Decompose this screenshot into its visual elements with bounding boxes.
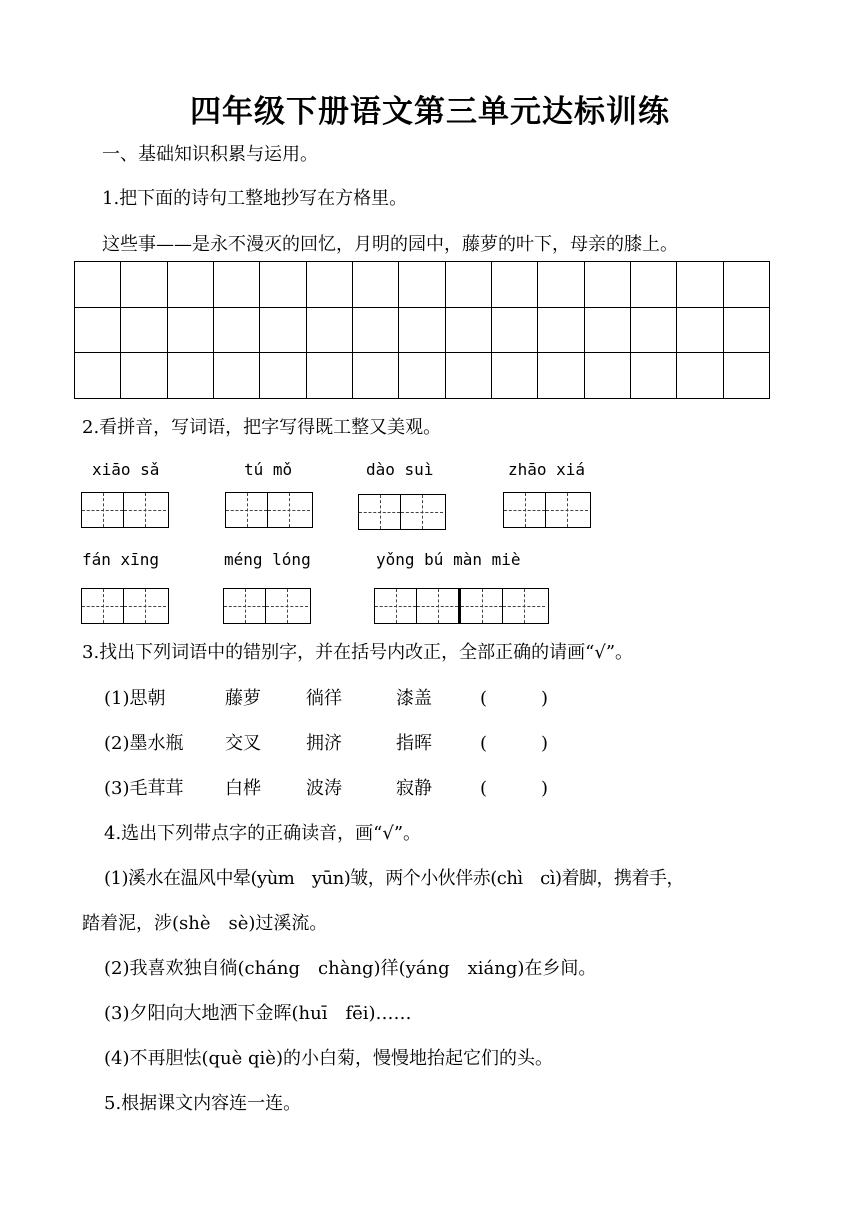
grid-cell[interactable] xyxy=(75,353,121,399)
grid-cell[interactable] xyxy=(167,353,213,399)
tianzige-box[interactable] xyxy=(81,588,169,624)
answer-blank[interactable]: ( ) xyxy=(480,778,549,799)
grid-cell[interactable] xyxy=(399,353,445,399)
q3-word: 波涛 xyxy=(306,778,342,799)
q3-word: (2)墨水瓶 xyxy=(104,733,184,754)
page-title: 四年级下册语文第三单元达标训练 xyxy=(190,94,670,130)
grid-cell[interactable] xyxy=(538,353,584,399)
grid-cell[interactable] xyxy=(260,353,306,399)
grid-cell[interactable] xyxy=(584,353,630,399)
grid-cell[interactable] xyxy=(630,353,676,399)
grid-cell[interactable] xyxy=(260,262,306,308)
q3-word: (3)毛茸茸 xyxy=(104,778,184,799)
grid-cell[interactable] xyxy=(121,353,167,399)
pinyin-label: yǒng bú màn miè xyxy=(376,550,521,569)
pinyin-label: dào suì xyxy=(366,460,434,479)
grid-cell[interactable] xyxy=(260,307,306,353)
grid-cell[interactable] xyxy=(677,262,723,308)
grid-cell[interactable] xyxy=(445,353,491,399)
tianzige-box[interactable] xyxy=(358,494,446,530)
grid-cell[interactable] xyxy=(538,307,584,353)
grid-cell[interactable] xyxy=(75,307,121,353)
q3-word: 寂静 xyxy=(396,778,432,799)
grid-cell[interactable] xyxy=(121,307,167,353)
q4-sentence-4: (4)不再胆怯(què qiè)的小白菊，慢慢地抬起它们的头。 xyxy=(104,1048,553,1069)
q3-word: 指晖 xyxy=(396,733,432,754)
answer-blank[interactable]: ( ) xyxy=(480,733,549,754)
q3-word: 白桦 xyxy=(225,778,261,799)
q3-word: 交叉 xyxy=(225,733,261,754)
q1-poem: 这些事——是永不漫灭的回忆，月明的园中，藤萝的叶下，母亲的膝上。 xyxy=(102,234,678,255)
grid-cell[interactable] xyxy=(538,262,584,308)
grid-cell[interactable] xyxy=(167,307,213,353)
pinyin-label: zhāo xiá xyxy=(508,460,586,479)
grid-cell[interactable] xyxy=(491,353,537,399)
tianzige-box[interactable] xyxy=(81,492,169,528)
tianzige-box[interactable] xyxy=(374,588,549,624)
grid-cell[interactable] xyxy=(399,307,445,353)
section-heading: 一、基础知识积累与运用。 xyxy=(102,144,318,165)
grid-cell[interactable] xyxy=(445,307,491,353)
pinyin-label: méng lóng xyxy=(224,550,311,569)
grid-cell[interactable] xyxy=(352,353,398,399)
q5-instruction: 5.根据课文内容连一连。 xyxy=(104,1093,302,1114)
pinyin-label: fán xīng xyxy=(82,550,160,569)
grid-cell[interactable] xyxy=(723,353,769,399)
grid-cell[interactable] xyxy=(630,262,676,308)
q4-sentence-3: (3)夕阳向大地洒下金晖(huī fēi)…… xyxy=(104,1003,412,1024)
grid-cell[interactable] xyxy=(584,307,630,353)
grid-cell[interactable] xyxy=(306,353,352,399)
grid-cell[interactable] xyxy=(352,262,398,308)
grid-row xyxy=(75,353,770,399)
grid-cell[interactable] xyxy=(306,307,352,353)
grid-cell[interactable] xyxy=(723,307,769,353)
grid-cell[interactable] xyxy=(213,307,259,353)
answer-blank[interactable]: ( ) xyxy=(480,688,549,709)
q4-sentence-2: (2)我喜欢独自徜(cháng chàng)徉(yáng xiáng)在乡间。 xyxy=(104,958,597,979)
q3-instruction: 3.找出下列词语中的错别字，并在括号内改正，全部正确的请画“√”。 xyxy=(82,642,634,663)
q3-word: 拥济 xyxy=(306,733,342,754)
q3-word: 徜徉 xyxy=(306,688,342,709)
tianzige-box[interactable] xyxy=(503,492,591,528)
pinyin-label: xiāo sǎ xyxy=(92,460,160,479)
grid-cell[interactable] xyxy=(306,262,352,308)
pinyin-label: tú mǒ xyxy=(244,460,293,479)
grid-cell[interactable] xyxy=(491,262,537,308)
grid-cell[interactable] xyxy=(352,307,398,353)
grid-cell[interactable] xyxy=(121,262,167,308)
grid-cell[interactable] xyxy=(399,262,445,308)
grid-cell[interactable] xyxy=(213,353,259,399)
q2-instruction: 2.看拼音，写词语，把字写得既工整又美观。 xyxy=(82,417,442,438)
q4-instruction: 4.选出下列带点字的正确读音，画“√”。 xyxy=(104,823,422,844)
grid-cell[interactable] xyxy=(213,262,259,308)
grid-cell[interactable] xyxy=(75,262,121,308)
q3-word: 漆盖 xyxy=(396,688,432,709)
q4-sentence-1: (1)溪水在温风中晕(yùm yūn)皱，两个小伙伴赤(chì cì)着脚，携着手， xyxy=(104,868,685,889)
grid-cell[interactable] xyxy=(445,262,491,308)
q3-word: 藤萝 xyxy=(225,688,261,709)
grid-cell[interactable] xyxy=(167,262,213,308)
grid-cell[interactable] xyxy=(723,262,769,308)
grid-cell[interactable] xyxy=(630,307,676,353)
grid-row xyxy=(75,307,770,353)
q3-word: (1)思朝 xyxy=(104,688,166,709)
q1-instruction: 1.把下面的诗句工整地抄写在方格里。 xyxy=(102,188,408,209)
grid-cell[interactable] xyxy=(677,353,723,399)
q4-sentence-1-cont: 踏着泥，涉(shè sè)过溪流。 xyxy=(82,913,328,934)
grid-cell[interactable] xyxy=(491,307,537,353)
grid-row xyxy=(75,262,770,308)
copy-grid[interactable] xyxy=(74,261,770,399)
tianzige-box[interactable] xyxy=(225,492,313,528)
tianzige-box[interactable] xyxy=(223,588,311,624)
grid-cell[interactable] xyxy=(584,262,630,308)
grid-cell[interactable] xyxy=(677,307,723,353)
